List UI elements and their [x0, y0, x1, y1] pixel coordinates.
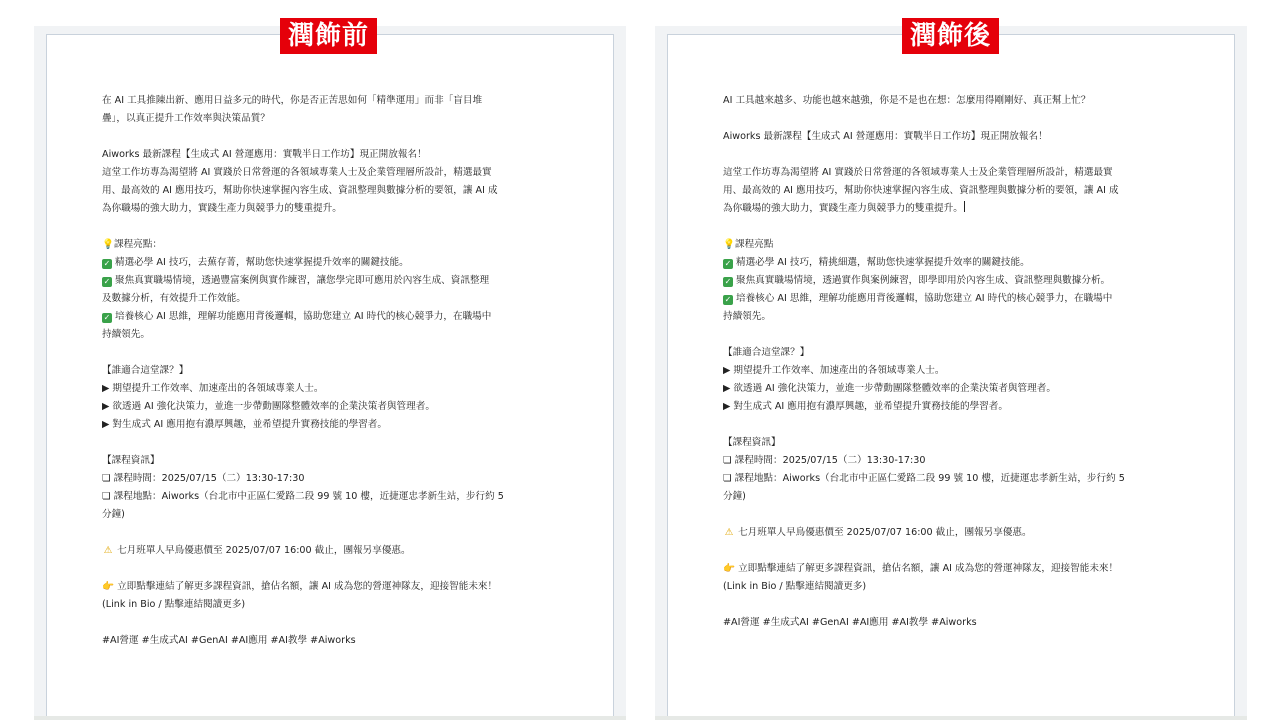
pointing-hand-icon: 👉	[723, 563, 735, 574]
cta-text: 立即點擊連結了解更多課程資訊，搶佔名額，讓 AI 成為您的營運神隊友，迎接智能未來！	[738, 563, 1119, 574]
info-item: ❏ 課程時間：2025/07/15（二）13:30-17:30	[102, 473, 305, 484]
highlight-item: 精選必學 AI 技巧，精挑細選，幫助您快速掌握提升效率的關鍵技能。	[736, 257, 1030, 268]
intro-line: 在 AI 工具推陳出新、應用日益多元的時代，你是否正苦思如何「精準運用」而非「盲目堆	[102, 95, 483, 106]
highlight-item-cont: 持續領先。	[723, 311, 771, 322]
announce-line: Aiworks 最新課程【生成式 AI 營運應用：實戰半日工作坊】現正開放報名！	[723, 131, 1048, 142]
cta-link-note: (Link in Bio / 點擊連結閱讀更多)	[102, 599, 246, 610]
info-item: ❏ 課程時間：2025/07/15（二）13:30-17:30	[723, 455, 926, 466]
cta-link-note: (Link in Bio / 點擊連結閱讀更多)	[723, 581, 867, 592]
highlight-item: 聚焦真實職場情境，透過實作與案例練習，即學即用於內容生成、資訊整理與數據分析。	[736, 275, 1111, 286]
hashtags: #AI營運 #生成式AI #GenAI #AI應用 #AI教學 #Aiworks	[723, 617, 977, 628]
audience-item: ▶ 欲透過 AI 強化決策力，並進一步帶動團隊整體效率的企業決策者與管理者。	[723, 383, 1056, 394]
hashtags: #AI營運 #生成式AI #GenAI #AI應用 #AI教學 #Aiworks	[102, 635, 356, 646]
audience-item: ▶ 欲透過 AI 強化決策力，並進一步帶動團隊整體效率的企業決策者與管理者。	[102, 401, 435, 412]
audience-item: ▶ 期望提升工作效率、加速產出的各領域專業人士。	[723, 365, 945, 376]
desc-line: 這堂工作坊專為渴望將 AI 實踐於日常營運的各領域專業人士及企業管理層所設計，精選最實	[102, 167, 492, 178]
announce-line: Aiworks 最新課程【生成式 AI 營運應用：實戰半日工作坊】現正開放報名！	[102, 149, 427, 160]
after-label: 潤飾後	[902, 18, 999, 54]
audience-item: ▶ 對生成式 AI 應用抱有濃厚興趣，並希望提升實務技能的學習者。	[723, 401, 1008, 412]
cta-text: 立即點擊連結了解更多課程資訊，搶佔名額，讓 AI 成為您的營運神隊友，迎接智能未來！	[117, 581, 498, 592]
check-icon: ✓	[724, 259, 732, 268]
highlights-title: 課程亮點	[735, 239, 774, 250]
lightbulb-icon: 💡	[723, 239, 735, 250]
highlight-item: 精選必學 AI 技巧，去蕪存菁，幫助您快速掌握提升效率的關鍵技能。	[115, 257, 409, 268]
check-icon: ✓	[724, 295, 732, 304]
desc-line: 為你職場的強大助力，實踐生產力與競爭力的雙重提升。	[723, 203, 963, 214]
before-label: 潤飾前	[280, 18, 377, 54]
highlight-item: 培養核心 AI 思維，理解功能應用背後邏輯，協助您建立 AI 時代的核心競爭力，在職場中	[115, 311, 492, 322]
before-content	[102, 92, 572, 650]
audience-item: ▶ 對生成式 AI 應用抱有濃厚興趣，並希望提升實務技能的學習者。	[102, 419, 387, 430]
check-icon: ✓	[103, 259, 111, 268]
desc-line: 用、最高效的 AI 應用技巧，幫助你快速掌握內容生成、資訊整理與數據分析的要領，讓 AI 成	[723, 185, 1119, 196]
pointing-hand-icon: 👉	[102, 581, 114, 592]
lightbulb-icon: 💡	[102, 239, 114, 250]
highlight-item: 培養核心 AI 思維，理解功能應用背後邏輯，協助您建立 AI 時代的核心競爭力，在職場中	[736, 293, 1113, 304]
audience-title: 【誰適合這堂課？】	[102, 365, 189, 376]
desc-line: 為你職場的強大助力，實踐生產力與競爭力的雙重提升。	[102, 203, 342, 214]
desc-line: 這堂工作坊專為渴望將 AI 實踐於日常營運的各領域專業人士及企業管理層所設計，精選最實	[723, 167, 1113, 178]
check-icon: ✓	[103, 313, 111, 322]
info-item: ❏ 課程地點：Aiworks（台北市中正區仁愛路二段 99 號 10 樓，近捷運忠孝新生站，步行約 5	[723, 473, 1125, 484]
before-panel	[34, 26, 626, 720]
warning-text: 七月班單人早鳥優惠價至 2025/07/07 16:00 截止，團報另享優惠。	[738, 527, 1032, 538]
highlight-item: 聚焦真實職場情境，透過豐富案例與實作練習，讓您學完即可應用於內容生成、資訊整理	[115, 275, 490, 286]
info-item-cont: 分鐘)	[723, 491, 746, 502]
after-panel	[655, 26, 1247, 720]
text-cursor	[964, 201, 965, 212]
after-content[interactable]	[723, 92, 1193, 632]
audience-title: 【誰適合這堂課？】	[723, 347, 810, 358]
desc-line: 用、最高效的 AI 應用技巧，幫助你快速掌握內容生成、資訊整理與數據分析的要領，讓 AI 成	[102, 185, 498, 196]
info-title: 【課程資訊】	[102, 455, 160, 466]
highlights-title: 課程亮點：	[114, 239, 162, 250]
warning-icon: ⚠	[724, 527, 734, 538]
info-item-cont: 分鐘)	[102, 509, 125, 520]
warning-icon: ⚠	[103, 545, 113, 556]
warning-text: 七月班單人早鳥優惠價至 2025/07/07 16:00 截止，團報另享優惠。	[117, 545, 411, 556]
intro-line: 疊」，以真正提升工作效率與決策品質？	[102, 113, 270, 124]
info-title: 【課程資訊】	[723, 437, 781, 448]
highlight-item-cont: 及數據分析，有效提升工作效能。	[102, 293, 246, 304]
after-bottom-strip	[655, 716, 1247, 720]
check-icon: ✓	[724, 277, 732, 286]
check-icon: ✓	[103, 277, 111, 286]
highlight-item-cont: 持續領先。	[102, 329, 150, 340]
info-item: ❏ 課程地點：Aiworks（台北市中正區仁愛路二段 99 號 10 樓，近捷運忠孝新生站，步行約 5	[102, 491, 504, 502]
intro-line: AI 工具越來越多、功能也越來越強，你是不是也在想：怎麼用得剛剛好、真正幫上忙？	[723, 95, 1091, 106]
before-bottom-strip	[34, 716, 626, 720]
audience-item: ▶ 期望提升工作效率、加速產出的各領域專業人士。	[102, 383, 324, 394]
